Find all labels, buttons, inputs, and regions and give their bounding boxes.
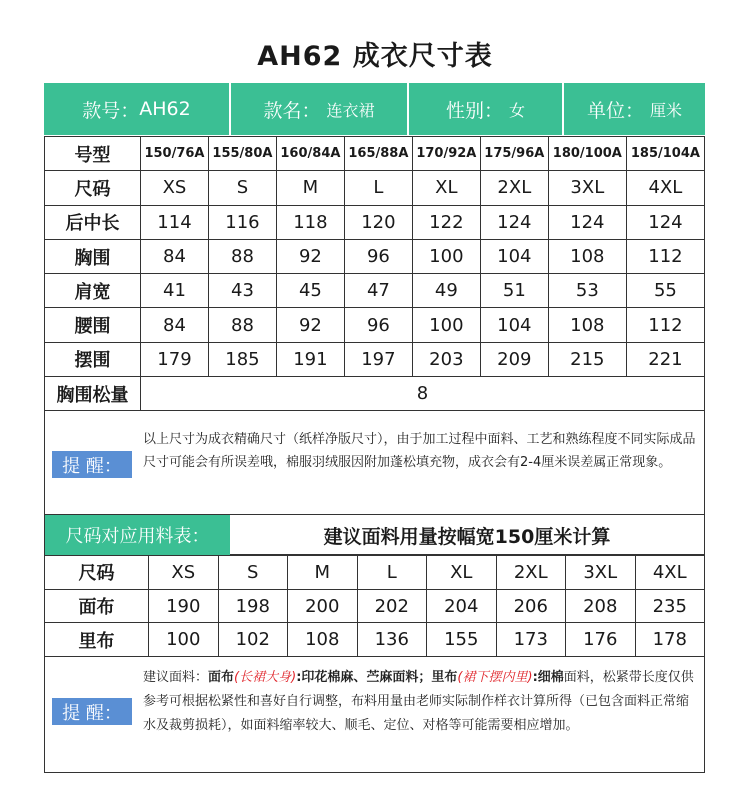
table-cell: 104 xyxy=(480,308,548,342)
table-cell: 235 xyxy=(635,589,705,623)
page-title: AH62 成衣尺寸表 xyxy=(257,41,493,72)
row-header: 尺码 xyxy=(45,171,141,205)
table-cell: 3XL xyxy=(548,171,626,205)
reminder-badge-2: 提 醒： xyxy=(52,698,132,725)
table-cell: XL xyxy=(412,171,480,205)
ease-label: 胸围松量 xyxy=(45,377,141,411)
table-cell: 100 xyxy=(412,308,480,342)
table-cell: 112 xyxy=(626,239,704,273)
row-header: 后中长 xyxy=(45,205,141,239)
table-cell: 206 xyxy=(496,589,566,623)
table-cell: 124 xyxy=(480,205,548,239)
text-part: 里布 xyxy=(431,670,458,685)
table-cell: 175/96A xyxy=(480,137,548,171)
table-cell: L xyxy=(357,556,427,590)
table-cell: 124 xyxy=(626,205,704,239)
row-header: 号型 xyxy=(45,137,141,171)
table-row-ease xyxy=(45,377,705,411)
table-cell: 215 xyxy=(548,342,626,376)
table-cell: 120 xyxy=(344,205,412,239)
table-cell: 118 xyxy=(276,205,344,239)
material-header xyxy=(44,515,705,555)
row-header: 面布 xyxy=(45,589,149,623)
style-no-label: 款号： xyxy=(82,99,140,122)
unit-label: 单位： xyxy=(586,99,644,122)
table-cell: 190 xyxy=(149,589,219,623)
table-cell: 203 xyxy=(412,342,480,376)
table-cell: 2XL xyxy=(496,556,566,590)
table-cell: S xyxy=(218,556,288,590)
table-cell: M xyxy=(288,556,358,590)
table-cell: 208 xyxy=(566,589,636,623)
table-cell: 41 xyxy=(141,274,209,308)
table-cell: 47 xyxy=(344,274,412,308)
name-value: 连衣裙 xyxy=(326,100,375,120)
table-row xyxy=(45,274,705,308)
table-cell: 88 xyxy=(208,239,276,273)
table-cell: XS xyxy=(141,171,209,205)
table-cell: 176 xyxy=(566,623,636,657)
table-cell: 92 xyxy=(276,308,344,342)
table-cell: 4XL xyxy=(626,171,704,205)
table-cell: 108 xyxy=(548,308,626,342)
table-cell: 43 xyxy=(208,274,276,308)
table-row xyxy=(45,171,705,205)
table-cell: 179 xyxy=(141,342,209,376)
table-cell: XL xyxy=(427,556,497,590)
text-part: :印花棉麻、苎麻面料； xyxy=(296,670,432,685)
text-highlight: (裙下摆内里) xyxy=(457,670,533,685)
table-row xyxy=(45,205,705,239)
row-header: 肩宽 xyxy=(45,274,141,308)
ease-value: 8 xyxy=(141,377,705,411)
table-cell: 96 xyxy=(344,239,412,273)
table-cell: 4XL xyxy=(635,556,705,590)
table-cell: 200 xyxy=(288,589,358,623)
table-cell: 122 xyxy=(412,205,480,239)
table-cell: 108 xyxy=(548,239,626,273)
table-cell: 197 xyxy=(344,342,412,376)
name-cell xyxy=(231,83,409,135)
unit-cell xyxy=(564,83,705,135)
table-cell: 112 xyxy=(626,308,704,342)
reminder-badge: 提 醒： xyxy=(52,451,132,478)
table-cell: 114 xyxy=(141,205,209,239)
table-cell: 92 xyxy=(276,239,344,273)
table-cell: 124 xyxy=(548,205,626,239)
table-cell: 3XL xyxy=(566,556,636,590)
table-row xyxy=(45,308,705,342)
table-cell: 45 xyxy=(276,274,344,308)
table-cell: 160/84A xyxy=(276,137,344,171)
table-cell: 100 xyxy=(412,239,480,273)
gender-value: 女 xyxy=(509,100,526,120)
table-cell: 155/80A xyxy=(208,137,276,171)
table-cell: M xyxy=(276,171,344,205)
material-header-label: 尺码对应用料表： xyxy=(45,515,230,555)
table-cell: 150/76A xyxy=(141,137,209,171)
table-cell: 96 xyxy=(344,308,412,342)
table-cell: 202 xyxy=(357,589,427,623)
table-cell: 51 xyxy=(480,274,548,308)
table-cell: S xyxy=(208,171,276,205)
row-header: 胸围 xyxy=(45,239,141,273)
gender-cell xyxy=(409,83,564,135)
table-cell: 185 xyxy=(208,342,276,376)
text-part: 面布 xyxy=(208,670,235,685)
table-cell: 84 xyxy=(141,308,209,342)
material-table xyxy=(44,555,705,657)
table-cell: 116 xyxy=(208,205,276,239)
table-cell: 170/92A xyxy=(412,137,480,171)
material-suggestion-text xyxy=(143,666,698,738)
text-part: 面料，松紧带长度仅供参考可根据松紧性和喜好自行调整，布料用量由老师实际制作样衣计算所得（已包含面料正常缩水及裁剪损耗），如面料缩率较大、顺毛、定位、对格等可能需要相应增加。 xyxy=(143,670,694,733)
text-part: 建议面料： xyxy=(143,670,209,685)
table-cell: 198 xyxy=(218,589,288,623)
table-cell: 173 xyxy=(496,623,566,657)
table-cell: 55 xyxy=(626,274,704,308)
text-part: :细棉 xyxy=(532,670,564,685)
table-cell: 102 xyxy=(218,623,288,657)
row-header: 尺码 xyxy=(45,556,149,590)
table-row xyxy=(45,239,705,273)
gender-label: 性别： xyxy=(445,99,503,122)
table-cell: 165/88A xyxy=(344,137,412,171)
text-highlight: (长裙大身) xyxy=(234,670,297,685)
style-no-value: AH62 xyxy=(139,98,191,120)
table-cell: 100 xyxy=(149,623,219,657)
table-cell: 221 xyxy=(626,342,704,376)
material-header-note: 建议面料用量按幅宽150厘米计算 xyxy=(323,525,611,548)
header-bar xyxy=(44,83,705,135)
style-no-cell xyxy=(44,83,231,135)
table-cell: 178 xyxy=(635,623,705,657)
table-cell: L xyxy=(344,171,412,205)
table-row xyxy=(45,589,705,623)
table-cell: XS xyxy=(149,556,219,590)
table-cell: 108 xyxy=(288,623,358,657)
table-cell: 88 xyxy=(208,308,276,342)
table-cell: 209 xyxy=(480,342,548,376)
table-cell: 84 xyxy=(141,239,209,273)
table-cell: 104 xyxy=(480,239,548,273)
table-cell: 2XL xyxy=(480,171,548,205)
size-table xyxy=(44,136,705,411)
table-row xyxy=(45,137,705,171)
row-header: 腰围 xyxy=(45,308,141,342)
row-header: 摆围 xyxy=(45,342,141,376)
table-cell: 53 xyxy=(548,274,626,308)
table-cell: 136 xyxy=(357,623,427,657)
unit-value: 厘米 xyxy=(650,100,683,120)
table-cell: 155 xyxy=(427,623,497,657)
table-row xyxy=(45,556,705,590)
table-row xyxy=(45,623,705,657)
table-cell: 180/100A xyxy=(548,137,626,171)
table-row xyxy=(45,342,705,376)
row-header: 里布 xyxy=(45,623,149,657)
table-cell: 185/104A xyxy=(626,137,704,171)
table-cell: 191 xyxy=(276,342,344,376)
table-cell: 49 xyxy=(412,274,480,308)
reminder-text: 以上尺寸为成衣精确尺寸（纸样净版尺寸），由于加工过程中面料、工艺和熟练程度不同实际成品尺寸可能会有所误差哦，棉服羽绒服因附加蓬松填充物，成衣会有2-4厘米误差属正常现象。 xyxy=(143,432,696,470)
table-cell: 204 xyxy=(427,589,497,623)
name-label: 款名： xyxy=(263,99,321,122)
